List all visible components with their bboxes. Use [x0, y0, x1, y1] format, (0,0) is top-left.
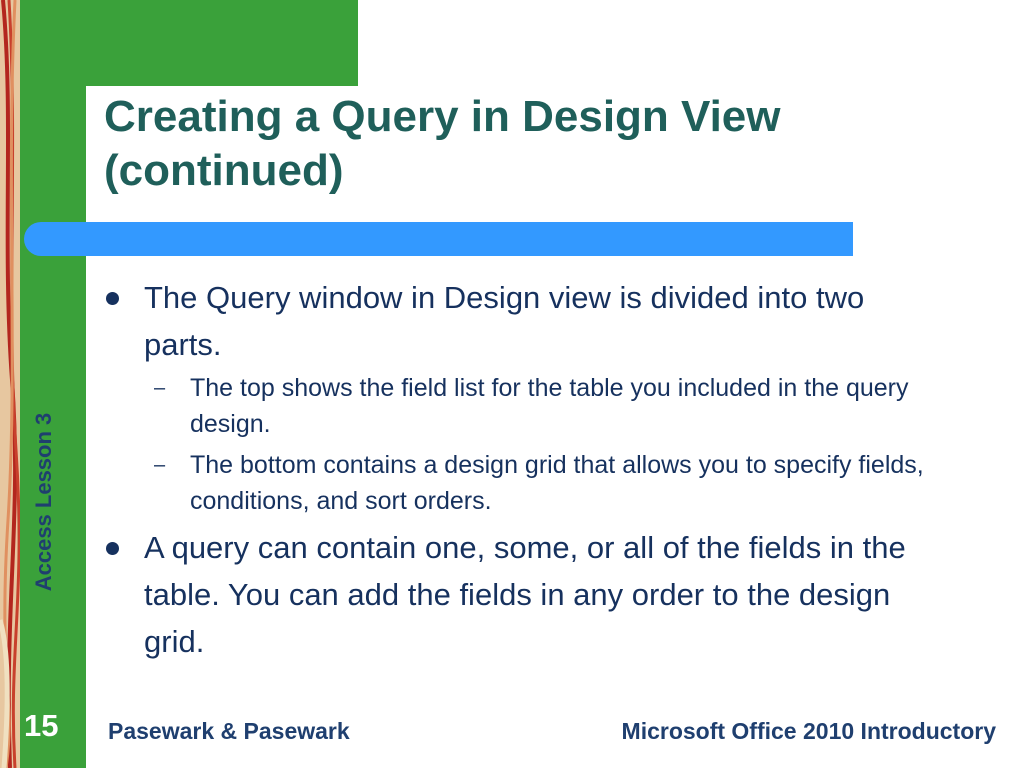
top-green-band — [86, 0, 358, 86]
slide-number: 15 — [24, 708, 59, 743]
lesson-side-label: Access Lesson 3 — [31, 412, 56, 592]
title-line-1: Creating a Query in Design View — [104, 92, 781, 141]
bullet-item — [104, 524, 944, 665]
sub-bullet-item — [144, 447, 944, 519]
title-underline-bar — [24, 222, 853, 256]
sub-bullet-text: The bottom contains a design grid that allows you to specify fields, conditions, and sort orders. — [190, 451, 924, 515]
slide-title — [104, 90, 1004, 198]
sub-bullet-list — [144, 370, 944, 519]
sub-bullet-item — [144, 370, 944, 442]
slide-body — [104, 274, 944, 665]
bullet-list — [104, 274, 944, 665]
title-line-2: (continued) — [104, 146, 344, 195]
dash-icon: – — [154, 454, 166, 476]
sub-bullet-text: The top shows the field list for the table you included in the query design. — [190, 374, 909, 438]
bullet-text: A query can contain one, some, or all of the fields in the table. You can add the fields in any order to the design grid. — [144, 530, 906, 659]
bullet-text: The Query window in Design view is divided into two parts. — [144, 280, 865, 362]
bullet-item — [104, 274, 944, 519]
footer-course: Microsoft Office 2010 Introductory — [621, 718, 996, 744]
dash-icon: – — [154, 377, 166, 399]
bullet-dot-icon — [106, 542, 119, 555]
bullet-dot-icon — [106, 292, 119, 305]
left-edge-artwork — [0, 0, 20, 768]
footer-author: Pasewark & Pasewark — [108, 718, 350, 744]
